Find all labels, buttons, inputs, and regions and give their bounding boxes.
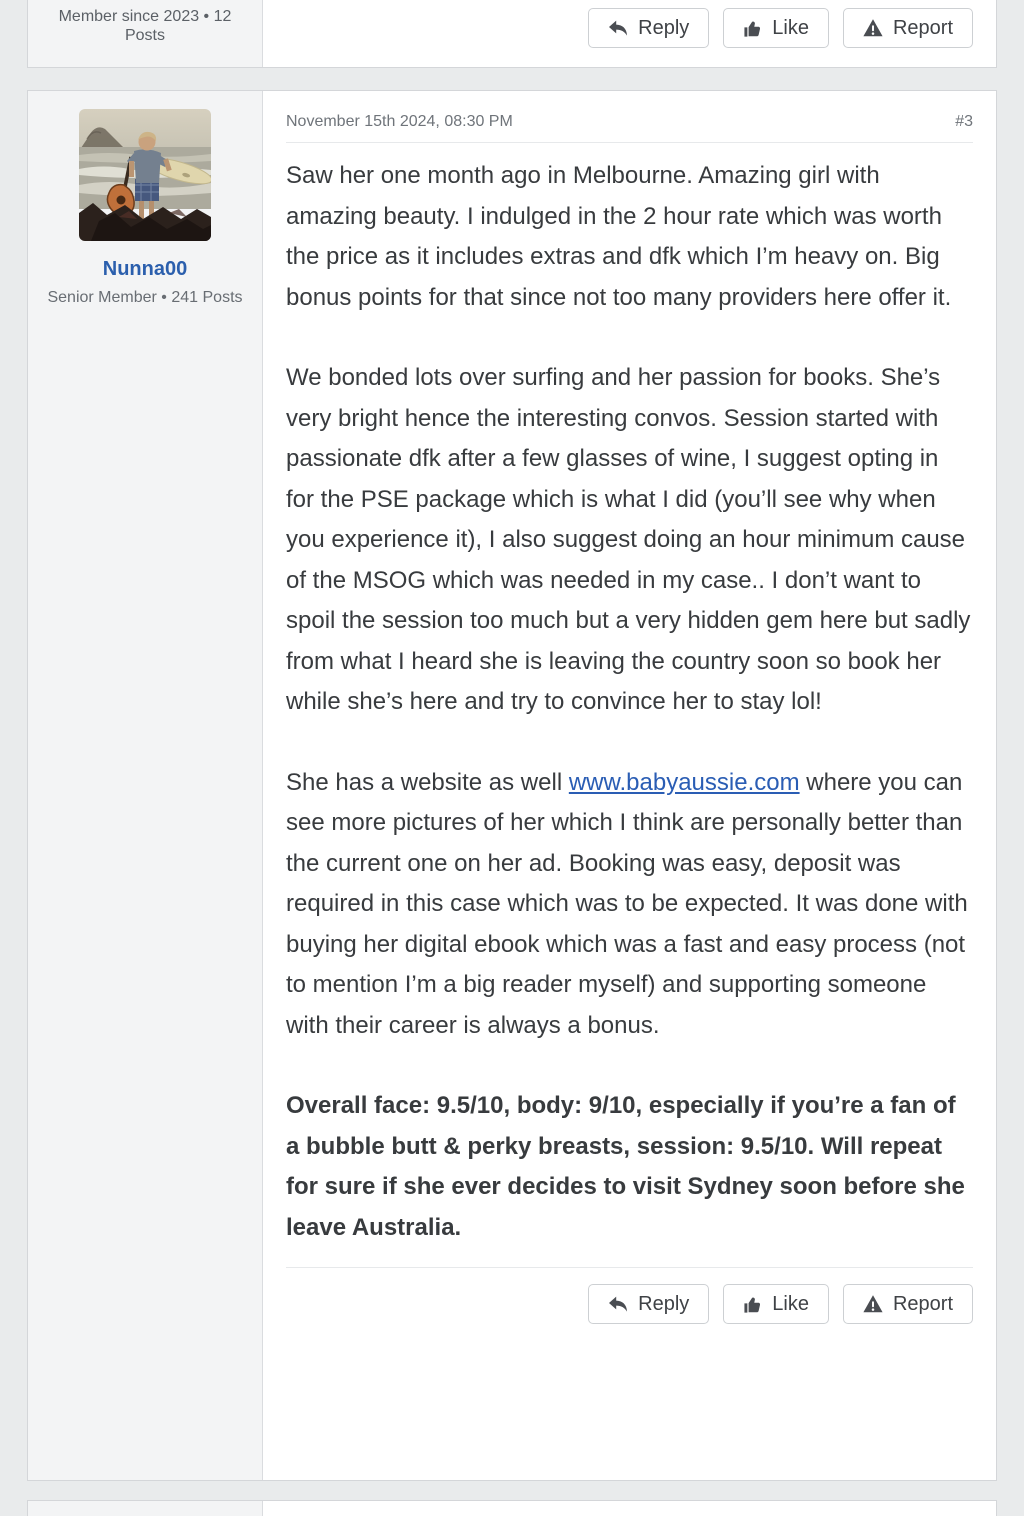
post-content xyxy=(263,91,996,1480)
rating-paragraph: Overall face: 9.5/10, body: 9/10, especially if you’re a fan of a bubble butt & perky breasts, session: 9.5/10. Will repeat for sure if she ever decides to visit Sydney soon before she leave Australia. xyxy=(286,1092,965,1241)
member-since-text: Member since 2023 • 12 Posts xyxy=(58,8,232,44)
post-paragraph-2: We bonded lots over surfing and her passion for books. She’s very bright hence the interesting convos. Session started with passionate dfk after a few glasses of wine, I suggest opting in for the PSE package which is what I did (you’ll see why when you experience it), I also suggest doing an hour minimum cause of the MSOG which was needed in my case.. I don’t want to spoil the session too much but a very hidden gem here but sadly from what I heard she is leaving the country soon so book her while she’s here and try to convince her to stay lol! xyxy=(286,364,971,715)
footer-divider xyxy=(286,1267,973,1268)
thumbs-up-icon xyxy=(743,1295,762,1314)
next-post-content xyxy=(263,1501,996,1516)
post-paragraph-3 xyxy=(286,763,973,1047)
post-header xyxy=(286,91,973,131)
reply-arrow-icon xyxy=(608,18,628,38)
reply-button[interactable] xyxy=(588,1284,709,1324)
warning-triangle-icon xyxy=(863,18,883,38)
post-number: #3 xyxy=(955,113,973,130)
avatar[interactable] xyxy=(79,109,211,241)
report-button-label: Report xyxy=(892,1292,953,1315)
paragraph-3-text-before: She has a website as well xyxy=(286,768,569,796)
warning-triangle-icon xyxy=(863,1294,883,1314)
reply-arrow-icon xyxy=(608,1294,628,1314)
like-button-label: Like xyxy=(772,16,809,39)
reply-button-label: Reply xyxy=(638,1292,690,1315)
previous-post-sidebar xyxy=(28,0,263,67)
paragraph-3-text-after: where you can see more pictures of her which I think are personally better than the current one on her ad. Booking was easy, deposit was required in this case which was to be expected. It was done with buying her digital ebook which was a fast and easy process (not to mention I’m a big reader myself) and supporting someone with their career is always a bonus. xyxy=(286,768,968,1039)
post-link[interactable]: www.babyaussie.com xyxy=(568,768,800,796)
thumbs-up-icon xyxy=(743,19,762,38)
post-actions-bar xyxy=(286,0,973,48)
previous-post-content xyxy=(263,0,996,67)
user-meta-text: Senior Member • 241 Posts xyxy=(47,289,243,306)
post-paragraph-1: Saw her one month ago in Melbourne. Amazing girl with amazing beauty. I indulged in the 2 hour rate which was worth the price as it includes extras and dfk which I’m heavy on. Big bonus points for that since not too many providers here offer it. xyxy=(286,162,952,311)
post-sidebar xyxy=(28,91,263,1480)
like-button[interactable] xyxy=(723,1284,829,1324)
post-body xyxy=(286,143,973,1248)
reply-button[interactable] xyxy=(588,8,709,48)
post-card xyxy=(27,90,997,1481)
report-button[interactable] xyxy=(843,1284,973,1324)
next-post-sidebar xyxy=(28,1501,263,1516)
previous-post-card xyxy=(27,0,997,68)
next-post-card xyxy=(27,1500,997,1516)
like-button-label: Like xyxy=(772,1292,809,1315)
report-button-label: Report xyxy=(892,16,953,39)
username-link[interactable]: Nunna00 xyxy=(102,258,188,280)
post-date: November 15th 2024, 08:30 PM xyxy=(286,113,513,130)
like-button[interactable] xyxy=(723,8,829,48)
reply-button-label: Reply xyxy=(638,16,690,39)
report-button[interactable] xyxy=(843,8,973,48)
post-actions-bar xyxy=(286,1284,973,1346)
